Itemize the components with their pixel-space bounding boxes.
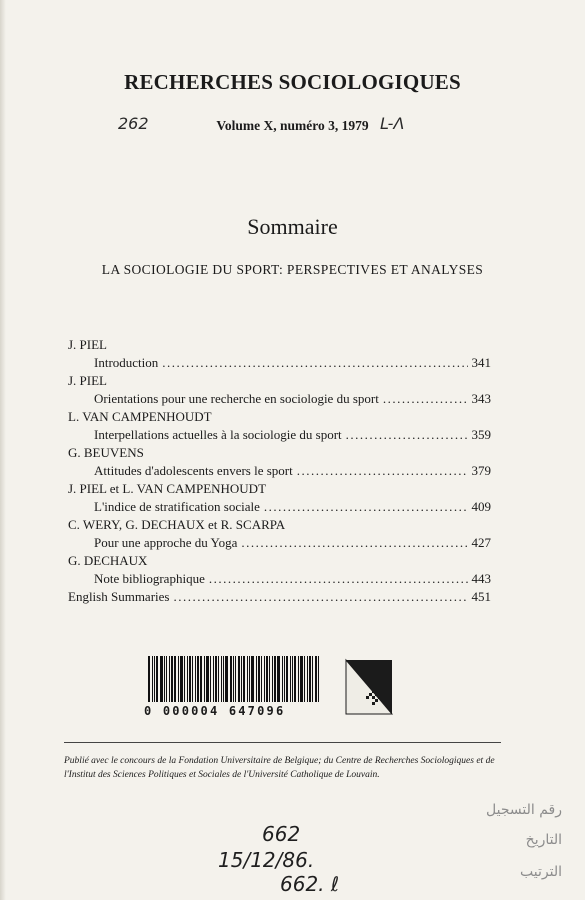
barcode-bar (307, 656, 308, 702)
toc-title: Pour une approche du Yoga (94, 535, 238, 550)
barcode-bar (148, 656, 150, 702)
toc-author: G. DECHAUX (68, 553, 148, 568)
barcode-bar (294, 656, 296, 702)
handwritten-number-top: 262 (118, 114, 149, 133)
barcode-bar (241, 656, 242, 702)
barcode-bar (235, 656, 236, 702)
handwritten-mark-top: L-Λ (380, 114, 405, 133)
barcode-bar (300, 656, 303, 702)
toc-title: Interpellations actuelles à la sociologie du sport (94, 427, 342, 442)
barcode-bar (264, 656, 265, 702)
barcode-bar (206, 656, 209, 702)
toc-leader-dots (346, 426, 468, 444)
barcode-bar (195, 656, 196, 702)
handwritten-order-number: 662. ℓ (280, 872, 340, 896)
toc-entry (68, 498, 491, 516)
barcode-bar (166, 656, 167, 702)
stamp-order-label: الترتيب (520, 864, 562, 880)
barcode-bar (204, 656, 205, 702)
barcode-digits: 0 000004 647096 (144, 704, 286, 718)
barcode-bar (251, 656, 254, 702)
barcode-bar (247, 656, 248, 702)
barcode-bar (154, 656, 155, 702)
barcode-bar (286, 656, 288, 702)
barcode-bar (174, 656, 176, 702)
barcode-bar (221, 656, 222, 702)
contents-subtitle: LA SOCIOLOGIE DU SPORT: PERSPECTIVES ET ANALYSES (101, 262, 484, 277)
barcode-bar (318, 656, 319, 702)
barcode-bar (184, 656, 185, 702)
barcode-bar (180, 656, 183, 702)
barcode-bar (171, 656, 173, 702)
barcode-bar (215, 656, 217, 702)
toc-entry (68, 462, 491, 480)
toc-page-number: 427 (471, 535, 491, 550)
barcode-label (144, 652, 398, 726)
barcode-bar (223, 656, 224, 702)
barcode-bar (258, 656, 260, 702)
toc-title: L'indice de stratification sociale (94, 499, 260, 514)
toc-entry (68, 390, 491, 408)
toc-page-number: 379 (471, 463, 491, 478)
toc-leader-dots (162, 354, 467, 372)
toc-page-number: 359 (471, 427, 491, 442)
toc-author: J. PIEL (68, 373, 107, 388)
toc-entry (68, 426, 491, 444)
barcode-bar (272, 656, 273, 702)
barcode-bar (152, 656, 153, 702)
barcode-bar (277, 656, 280, 702)
barcode-bar (238, 656, 240, 702)
toc-leader-dots (297, 462, 468, 480)
barcode-bar (230, 656, 232, 702)
barcode-bar (192, 656, 193, 702)
stamp-registration-label: رقم التسجيل (486, 802, 562, 818)
toc-author: C. WERY, G. DECHAUX et R. SCARPA (68, 517, 286, 532)
toc-title: Note bibliographique (94, 571, 205, 586)
barcode-bar (187, 656, 188, 702)
toc-entry (68, 570, 491, 588)
barcode-bar (210, 656, 211, 702)
stamp-date-label: التاريخ (525, 832, 562, 848)
barcode-bar (256, 656, 257, 702)
barcode-bar (304, 656, 305, 702)
toc-entry (68, 354, 491, 372)
barcode-bar (200, 656, 202, 702)
volume-line: Volume X, numéro 3, 1979 (216, 118, 369, 133)
table-of-contents (68, 336, 491, 606)
toc-leader-dots (264, 498, 468, 516)
barcode-bar (169, 656, 170, 702)
toc-author: J. PIEL et L. VAN CAMPENHOUDT (68, 481, 267, 496)
divider-rule (64, 742, 501, 743)
barcode-bar (269, 656, 270, 702)
barcode-bar (292, 656, 293, 702)
handwritten-registration-number: 662 (262, 822, 301, 846)
barcode-bar (298, 656, 299, 702)
handwritten-date: 15/12/86. (218, 848, 315, 872)
barcode-bar (164, 656, 165, 702)
toc-author: G. BEUVENS (68, 445, 144, 460)
barcode-bar (243, 656, 245, 702)
barcode-bar (178, 656, 179, 702)
page-edge (0, 0, 6, 900)
barcode-bar (218, 656, 219, 702)
toc-title: Introduction (94, 355, 159, 370)
library-logo-icon (342, 656, 396, 718)
contents-heading: Sommaire (247, 214, 338, 239)
toc-leader-dots (173, 588, 467, 606)
toc-page-number: 409 (471, 499, 491, 514)
toc-page-number: 451 (471, 589, 491, 604)
barcode-bar (197, 656, 199, 702)
toc-leader-dots (241, 534, 467, 552)
barcode-bar (315, 656, 317, 702)
publisher-note: Publié avec le concours de la Fondation Universitaire de Belgique; du Centre de Recherches Sociologiques et de l'Institut des Sciences Politiques et Sociales de l'Université Catholique de Louvain. (64, 756, 495, 780)
barcode-bar (213, 656, 214, 702)
toc-leader-dots (209, 570, 468, 588)
barcode-bar (309, 656, 311, 702)
barcode-bar (156, 656, 158, 702)
toc-entry (68, 588, 491, 606)
barcode-bar (284, 656, 285, 702)
barcode-bar (274, 656, 276, 702)
barcode-bar (160, 656, 163, 702)
barcode-bar (282, 656, 283, 702)
toc-title: English Summaries (68, 589, 170, 604)
toc-leader-dots (383, 390, 468, 408)
barcode-bar (261, 656, 262, 702)
toc-title: Attitudes d'adolescents envers le sport (94, 463, 293, 478)
barcode-bar (249, 656, 250, 702)
barcode-bar (225, 656, 228, 702)
barcode-bars (148, 656, 338, 702)
barcode-bar (233, 656, 234, 702)
toc-page-number: 341 (471, 355, 491, 370)
barcode-bar (312, 656, 313, 702)
barcode-bar (266, 656, 268, 702)
toc-title: Orientations pour une recherche en sociologie du sport (94, 391, 379, 406)
toc-author: J. PIEL (68, 337, 107, 352)
library-stamp (210, 772, 585, 900)
barcode-bar (189, 656, 191, 702)
barcode-bar (290, 656, 291, 702)
toc-entry (68, 534, 491, 552)
toc-author: L. VAN CAMPENHOUDT (68, 409, 212, 424)
toc-page-number: 343 (471, 391, 491, 406)
toc-page-number: 443 (471, 571, 491, 586)
journal-title: RECHERCHES SOCIOLOGIQUES (124, 70, 461, 94)
